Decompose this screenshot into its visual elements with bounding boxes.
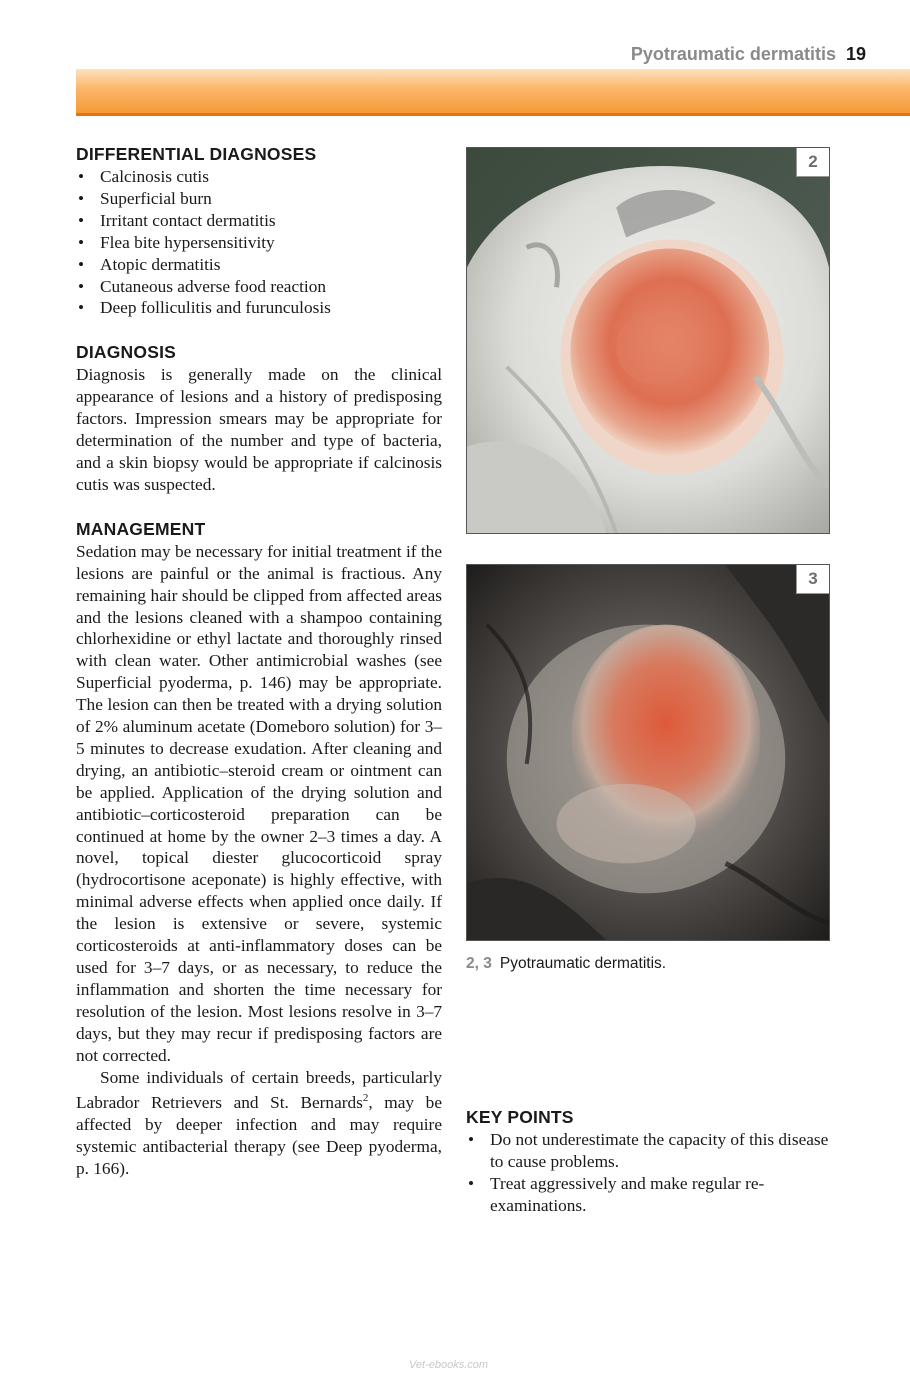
running-title: Pyotraumatic dermatitis [630, 44, 836, 64]
page-number: 19 [845, 44, 866, 64]
caption-reference: 2, 3 [466, 955, 492, 972]
differential-item: • Irritant contact dermatitis [76, 210, 442, 232]
left-column [76, 143, 442, 1180]
figure-2-number: 2 [796, 148, 829, 177]
management-paragraph-2 [76, 1067, 442, 1180]
running-head [631, 44, 866, 65]
figure-3-photo [466, 564, 830, 941]
key-points [466, 1106, 830, 1217]
caption-text: Pyotraumatic dermatitis. [499, 955, 667, 972]
management-paragraph-2-text-end: , may be affected by deeper infection and may require systemic antibacterial therapy (see Deep pyoderma, p. 166). [76, 1093, 442, 1178]
diagnosis-heading: DIAGNOSIS [76, 342, 177, 363]
management-paragraph-2-text: Some individuals of certain breeds, particularly Labrador Retrievers and St. Bernards [76, 1067, 442, 1113]
differential-item: • Atopic dermatitis [76, 254, 442, 276]
figure-caption [466, 955, 666, 973]
key-point-item: • Treat aggressively and make regular re-examinations. [466, 1173, 830, 1217]
management-heading: MANAGEMENT [76, 518, 206, 539]
header-band [76, 69, 910, 116]
differential-item: • Deep folliculitis and furunculosis [76, 297, 442, 319]
figure-2-illustration [467, 148, 829, 533]
figure-3-illustration [467, 565, 829, 940]
differential-heading: DIFFERENTIAL DIAGNOSES [76, 144, 317, 164]
key-points-heading: KEY POINTS [466, 1107, 574, 1127]
figure-3-number: 3 [796, 565, 829, 594]
differential-item: • Flea bite hypersensitivity [76, 232, 442, 254]
management-paragraph-1: Sedation may be necessary for initial treatment if the lesions are painful or the animal is fractious. Any remaining hair should be clipped from affected areas and the lesions cleaned with a shampoo containing chlorhexidine or ethyl lactate and thoroughly rinsed with clean water. Other antimicrobial washes (see Superficial pyoderma, p. 146) may be appropriate. The lesion can then be treated with a drying solution of 2% aluminum acetate (Domeboro solution) for 3–5 minutes to decrease exudation. After cleaning and drying, an antibiotic–steroid cream or ointment can be applied. Application of the drying solution and antibiotic–corticosteroid preparation can be continued at home by the owner 2–3 times a day. A novel, topical diester glucocorticoid spray (hydrocortisone aceponate) is highly effective, with minimal adverse effects when applied once daily. If the lesion is extensive or severe, systemic corticosteroids at anti-inflammatory doses can be used for 3–7 days, or as necessary, to reduce the inflammation and shorten the time necessary for resolution of the lesion. Most lesions resolve in 3–7 days, but they may recur if predisposing factors are not corrected. [76, 541, 442, 1065]
key-point-item: • Do not underestimate the capacity of this disease to cause problems. [466, 1129, 830, 1173]
figure-2-photo [466, 147, 830, 534]
differential-item: • Calcinosis cutis [76, 166, 442, 188]
reference-superscript: 2 [362, 1092, 369, 1105]
differential-item: • Cutaneous adverse food reaction [76, 276, 442, 298]
differential-item: • Superficial burn [76, 188, 442, 210]
diagnosis-text: Diagnosis is generally made on the clinical appearance of lesions and a history of predisposing factors. Impression smears may be appropriate for determination of the number and type of bacteria, and a skin biopsy would be appropriate if calcinosis cutis was suspected. [76, 365, 442, 494]
watermark: Vet-ebooks.com [409, 1359, 489, 1371]
differential-list [76, 166, 442, 319]
key-points-list [466, 1129, 830, 1217]
